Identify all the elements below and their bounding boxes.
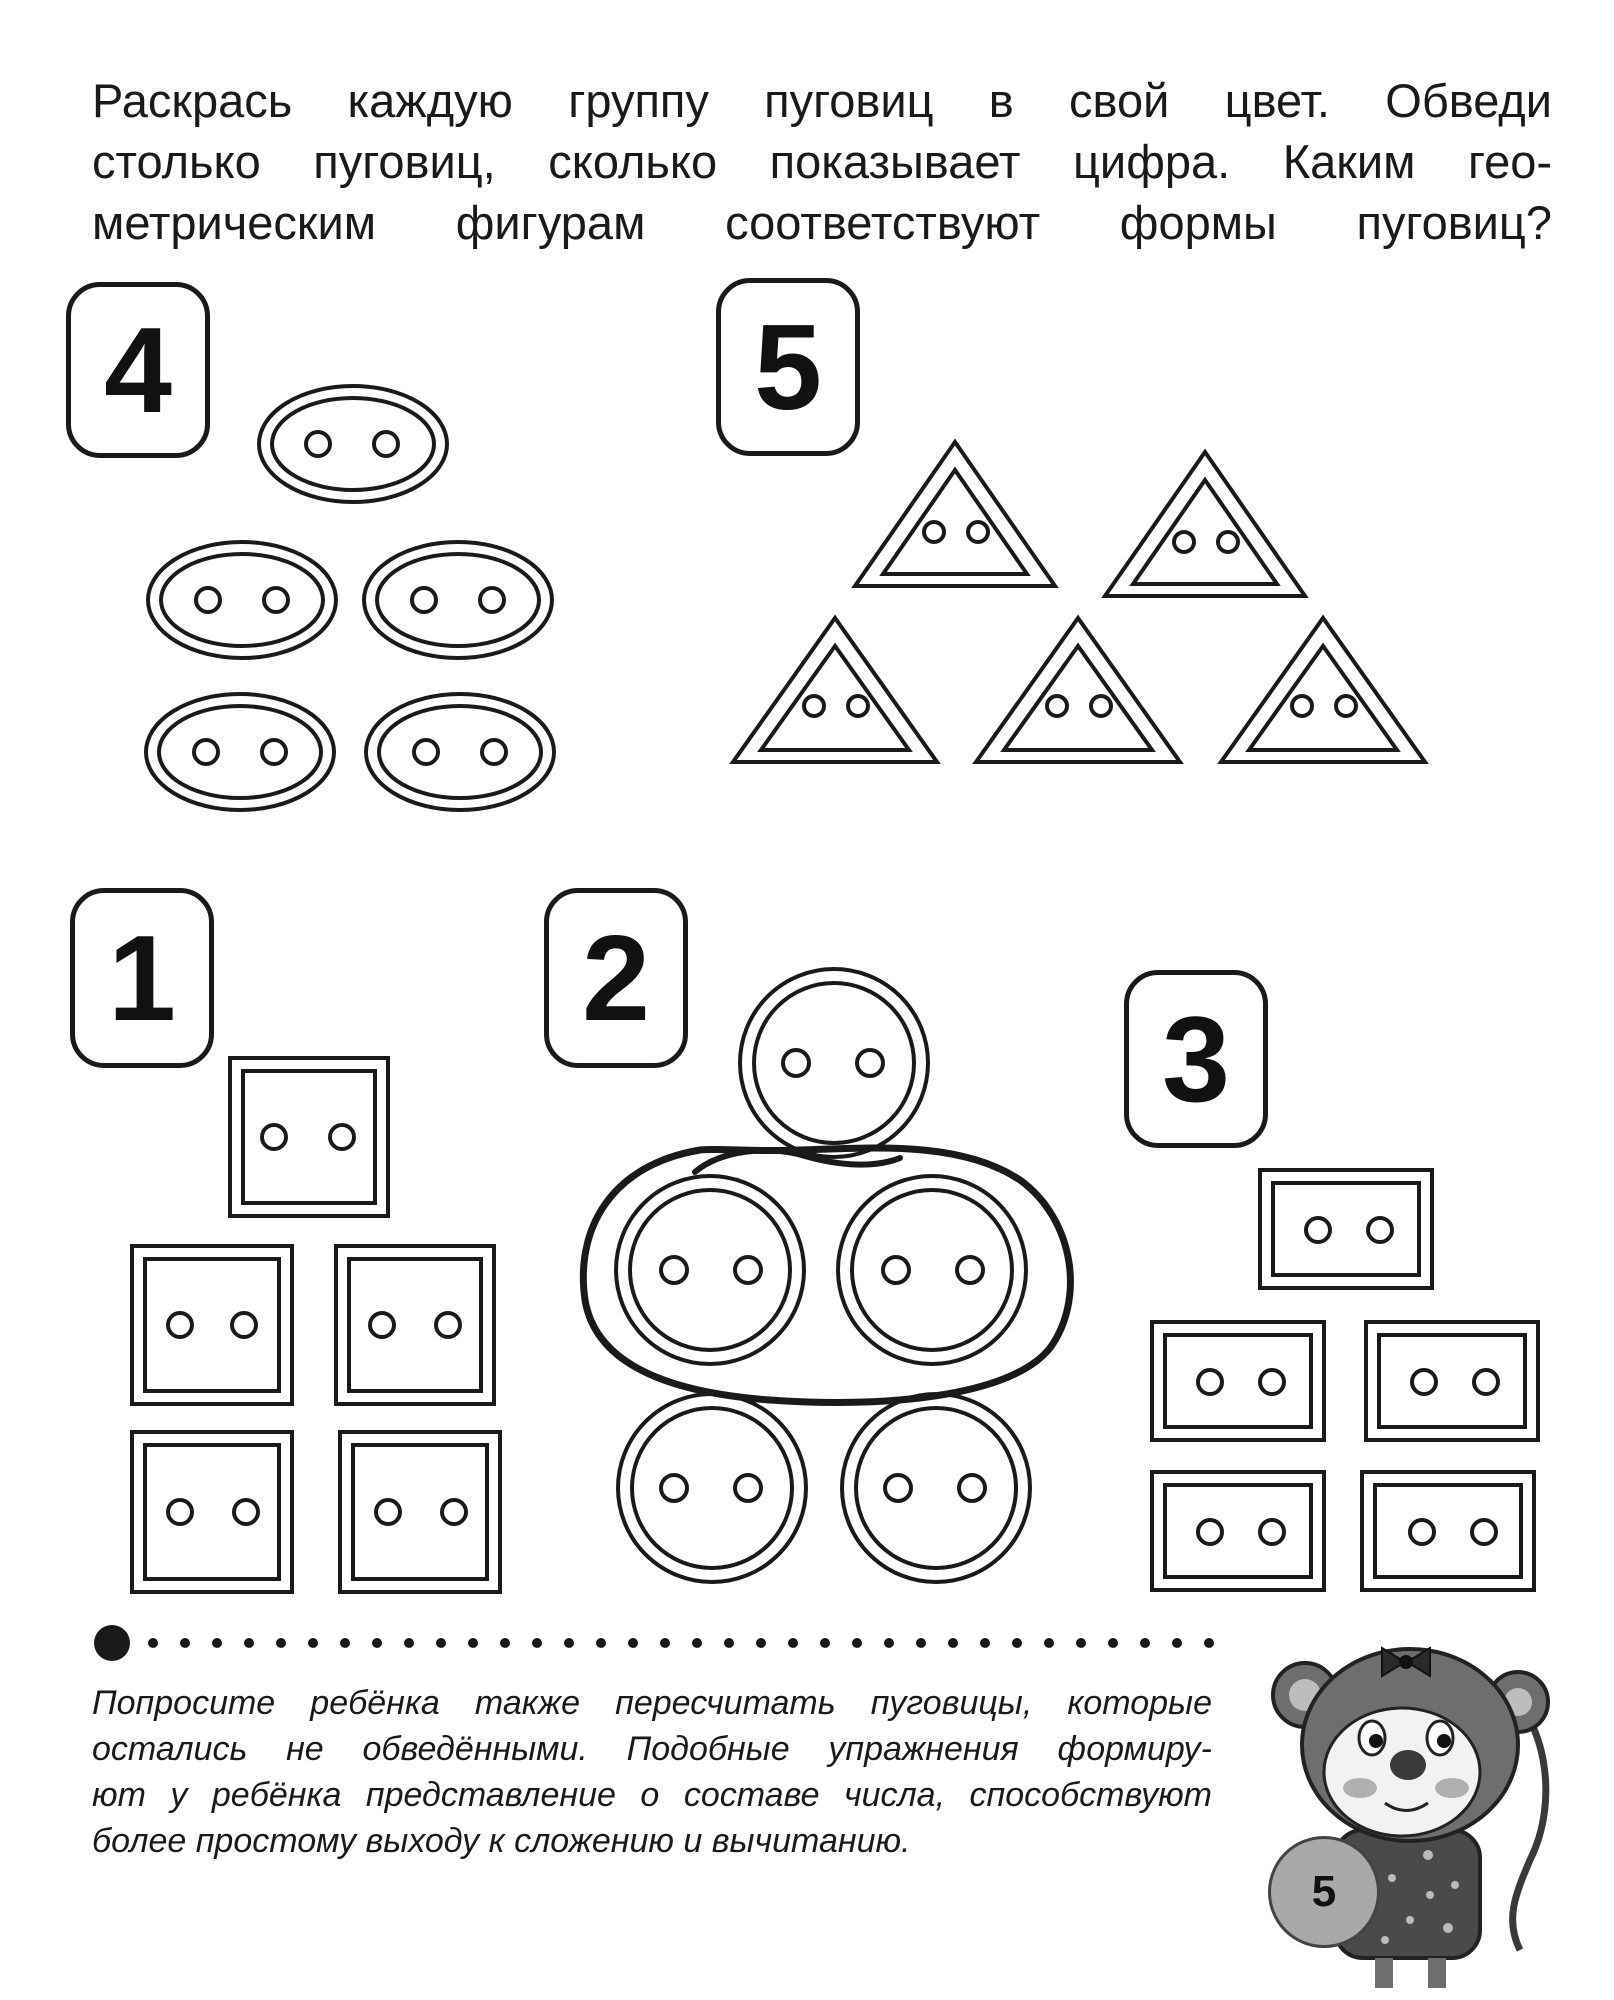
number-card-1: 1: [70, 888, 214, 1068]
dotted-divider: [94, 1625, 1214, 1661]
number-card-3: 3: [1124, 970, 1268, 1148]
square-button[interactable]: [340, 1432, 500, 1592]
triangle-button[interactable]: [855, 442, 1055, 586]
circle-button[interactable]: [616, 1176, 804, 1364]
instruction-line: столько пуговиц, сколько показывает цифра. Каким гео-: [92, 135, 1552, 188]
circle-button[interactable]: [740, 969, 928, 1157]
oval-button[interactable]: [366, 694, 554, 810]
circle-button[interactable]: [842, 1394, 1030, 1582]
rectangle-button-group: [1152, 1170, 1538, 1590]
oval-button[interactable]: [148, 542, 336, 658]
note-line: более простому выходу к сложению и вычитанию.: [92, 1822, 911, 1860]
circle-button[interactable]: [618, 1394, 806, 1582]
note-line: Попросите ребёнка также пересчитать пуговицы, которые: [92, 1684, 1212, 1722]
oval-button[interactable]: [259, 386, 447, 502]
rectangle-button[interactable]: [1362, 1472, 1534, 1590]
triangle-button[interactable]: [1105, 452, 1305, 596]
oval-button[interactable]: [364, 542, 552, 658]
instruction-line: Раскрась каждую группу пуговиц в свой цвет. Обведи: [92, 74, 1552, 127]
triangle-button[interactable]: [1221, 618, 1425, 762]
hand-drawn-loop: [583, 1148, 1070, 1402]
hand-drawn-loop-tail: [695, 1150, 900, 1172]
triangle-button-group: [733, 442, 1425, 762]
parent-note: [92, 1680, 1212, 1864]
number-card-2: 2: [544, 888, 688, 1068]
rectangle-button[interactable]: [1366, 1322, 1538, 1440]
circle-button[interactable]: [838, 1176, 1026, 1364]
note-line: остались не обведёнными. Подобные упражнения формиру-: [92, 1730, 1212, 1768]
square-button[interactable]: [132, 1246, 292, 1404]
rectangle-button[interactable]: [1152, 1472, 1324, 1590]
number-card-4: 4: [66, 282, 210, 458]
oval-button[interactable]: [146, 694, 334, 810]
instruction-line: метрическим фигурам соответствуют формы пуговиц?: [92, 196, 1552, 249]
square-button[interactable]: [132, 1432, 292, 1592]
rectangle-button[interactable]: [1152, 1322, 1324, 1440]
square-button[interactable]: [336, 1246, 494, 1404]
square-button-group: [132, 1058, 500, 1592]
circle-button-group: [616, 969, 1030, 1582]
triangle-button[interactable]: [733, 618, 937, 762]
triangle-button[interactable]: [976, 618, 1180, 762]
oval-button-group: [146, 386, 554, 810]
square-button[interactable]: [230, 1058, 388, 1216]
page-number-badge: 5: [1268, 1836, 1380, 1948]
number-card-5: 5: [716, 278, 860, 456]
rectangle-button[interactable]: [1260, 1170, 1432, 1288]
note-line: ют у ребёнка представление о составе числа, способствуют: [92, 1776, 1212, 1814]
